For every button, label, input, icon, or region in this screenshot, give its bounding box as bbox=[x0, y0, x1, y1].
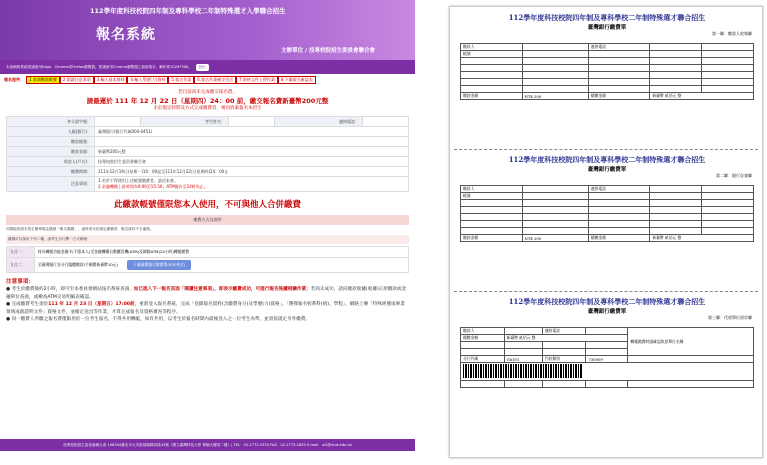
note-highlight: 111 年 12 月 23 日（星期五）17:00前 bbox=[48, 302, 135, 308]
payment-method-heading: 繳費方式及說明 bbox=[6, 215, 409, 225]
slip-phone-label: 連絡電話 bbox=[542, 328, 586, 335]
notes-label: 注意事項： bbox=[7, 177, 95, 192]
slip-title: 112學年度科技校院四年制及專科學校二年制特殊選才聯合招生 bbox=[508, 13, 706, 22]
browser-notice-bar bbox=[0, 60, 415, 74]
note-text: 完成繳費考生須於 bbox=[11, 302, 49, 308]
header-subtitle: 112學年度科技校院四年制及專科學校二年制特殊選才入學聯合招生 bbox=[90, 7, 286, 15]
deadline-line3: 未於規定時間及方式完成繳費者，視同放棄報名本招生 bbox=[153, 106, 262, 111]
slip-code-label: 分行代碼 bbox=[461, 356, 505, 363]
way-label: 方式一： bbox=[7, 247, 35, 258]
way-text: 至臺灣銀行各分行臨櫃繳款(手續費新臺幣10元) bbox=[38, 262, 118, 267]
info-note-1: 1.若於不得使用上述帳號繳費者，請洽本會。 bbox=[98, 178, 178, 183]
browser-notice-text: 本會網路系統建議使用Edge、Chrome或Firefox瀏覽器，建議使用Chrome瀏覽器之最新版本，解析度1024*768。 bbox=[6, 64, 192, 69]
id-label: 身分證字號： bbox=[7, 117, 95, 127]
slip-table bbox=[460, 327, 754, 388]
info-row-label: 收款人(戶名)： bbox=[7, 157, 95, 167]
slip-bank: 臺灣銀行繳費單 bbox=[587, 309, 627, 315]
slip-total-label: 總繳金額 bbox=[588, 93, 650, 100]
info-row-label: 繳款帳號： bbox=[7, 137, 95, 147]
slip-total-value: 新臺幣 貳佰元 整 bbox=[650, 235, 754, 242]
slip-total-value: 新臺幣 貳佰元 整 bbox=[650, 93, 754, 100]
slip-amount-value: NT$ 200 bbox=[522, 93, 588, 100]
note-item: ● 考生於繳費後約2小時，即可至本委員會網站報名系統查詢，如已進入下一報名頁面「閱讀注意事項」，即表示繳費成功，可進行報名後續相關作業；若尚未成功，請向繳款收據(收據)正原繳款或金融單位查詢，或檢查ATM交易明細表確認。 bbox=[6, 287, 407, 300]
account-warning: 此繳款帳號僅限您本人使用，不可與他人合併繳費 bbox=[113, 200, 301, 210]
contact-value bbox=[363, 117, 409, 127]
step-6[interactable]: 6.報名作業確定送出 bbox=[194, 76, 236, 84]
slip-payer-label: 繳款人 bbox=[461, 186, 523, 193]
slip-total-label: 總繳金額 bbox=[588, 235, 650, 242]
payment-ways-table bbox=[6, 246, 409, 273]
cut-line bbox=[454, 291, 758, 292]
step-7[interactable]: 7.資格文件上傳作業 bbox=[236, 76, 278, 84]
info-row-label: 繳款金額： bbox=[7, 147, 95, 157]
info-row-label: 入帳(銀行)： bbox=[7, 127, 95, 137]
barcode bbox=[463, 364, 583, 378]
slip-total-value: 新臺幣 貳佰元 整 bbox=[504, 335, 628, 342]
id-value bbox=[95, 117, 141, 127]
way-text: 持具轉帳功能金融卡(不限本人)至金融機構自動櫃員機(ATM)及網路ATM(24小時)轉帳繳費 bbox=[35, 247, 409, 258]
payment-deadline bbox=[40, 89, 375, 113]
registration-steps bbox=[0, 74, 415, 85]
note-text: 考生於繳費後約2小時，即可至本委員會網站報名系統查詢， bbox=[11, 287, 134, 293]
slip-phone-label: 連絡電話 bbox=[588, 186, 650, 193]
slip-account-label: 帳號 bbox=[461, 193, 523, 200]
deadline-line2: 請最遲於 111 年 12 月 22 日（星期四）24：00 前，繳交報名費新臺幣200元整 bbox=[86, 97, 329, 105]
info-row-value: 臺灣銀行(銀行代碼004-0451) bbox=[95, 127, 409, 137]
note-item: ● 完成繳費考生須於111 年 12 月 23 日（星期五）17:00前，重新登入報名系統，完成「登錄報名資料(含繳費身分)及學歷(力)資格」、「選擇報名校系科(組)、學程」、網路上傳「特殊經歷或專業領域成就證明文件」資格文件，並確定送出等作業，才算完成報名及資格審查等程序。 bbox=[6, 302, 405, 315]
step-3[interactable]: 3.輸入基本資料 bbox=[94, 76, 128, 84]
slip-bank: 臺灣銀行繳費單 bbox=[587, 167, 627, 173]
info-note-2: 2.金融機構上班時間為9:00至15:30；ATM操作至24時為止。 bbox=[98, 184, 208, 189]
slip-amount-label: 繳款金額 bbox=[461, 93, 523, 100]
steps-label: 報名程序： bbox=[4, 76, 24, 82]
slip-payer-label: 繳款人 bbox=[461, 44, 523, 51]
step-5[interactable]: 5.報名作業 bbox=[168, 76, 194, 84]
payment-method-sub: 繳費可以採用下列二種，請考生自行擇一方式辦理： bbox=[6, 235, 409, 244]
important-notes bbox=[6, 279, 409, 323]
contact-label: 連絡電話： bbox=[275, 117, 363, 127]
payment-info-table bbox=[6, 116, 409, 192]
slip-account-label: 帳號 bbox=[461, 51, 523, 58]
name-value bbox=[229, 117, 275, 127]
info-row-value: 新臺幣200元整 bbox=[95, 147, 409, 157]
logout-button[interactable]: 登出 bbox=[196, 64, 209, 71]
step-4[interactable]: 4.輸入學歷(力)資料 bbox=[127, 76, 168, 84]
note-item: ● 同一繳費人所繳之報名費僅限用於一位考生報名，不得共用轉帳，如有共用，以考生於報名時間內最後登入之一位考生為準，並須依規定另外繳費。 bbox=[6, 317, 311, 323]
note-text: ，重新登入報名系統，完成「登錄報名資料(含繳費身分)及學歷(力)資格」、「選擇報名校系科(組)、學程」、網路上傳「特殊經歷或專業領域成就證明文件」資格文件，並確定送出等作業，才算完成報名及資格審查等程序。 bbox=[6, 302, 405, 315]
step-1[interactable]: 1.查詢繳款帳號 bbox=[26, 76, 60, 84]
info-row-value: 技專校院招生委員會聯合會 bbox=[95, 157, 409, 167]
organizer-label: 主辦單位 / 技專校院招生委員會聯合會 bbox=[281, 48, 375, 54]
slip-payer-label: 繳款人 bbox=[461, 328, 505, 335]
slip-phone-label: 連絡電話 bbox=[588, 44, 650, 51]
name-label: 考生姓名： bbox=[141, 117, 229, 127]
slip-copy-2 bbox=[460, 155, 754, 242]
slip-code-value: G6101 bbox=[504, 356, 542, 363]
note-highlight: 如已進入下一報名頁面「閱讀注意事項」，即表示繳費成功，可進行報名後續相關作業； bbox=[133, 287, 311, 293]
page-title: 報名系統 bbox=[96, 27, 156, 43]
deadline-line1: 您目前尚未完成繳交報名費， bbox=[178, 90, 237, 95]
slip-title: 112學年度科技校院四年制及專科學校二年制特殊選才聯合招生 bbox=[508, 297, 706, 306]
slip-amount-value: NT$ 200 bbox=[522, 235, 588, 242]
notes-title: 注意事項： bbox=[6, 279, 34, 285]
slip-collect-label: 代收類別 bbox=[542, 356, 586, 363]
slip-copy-label: 第二聯：銀行存查聯 bbox=[716, 173, 752, 178]
slip-collect-value: 730009 bbox=[586, 356, 628, 363]
step-2[interactable]: 2.閱讀注意事項 bbox=[60, 76, 94, 84]
note-text: 若尚未成功，請向繳款收據(收據)正原繳款或金融單位查詢，或檢查ATM交易明細表確認。 bbox=[6, 287, 407, 300]
payment-slip-preview bbox=[449, 6, 763, 458]
download-slip-button[interactable]: 下載臺灣銀行繳費單(PDF格式) bbox=[127, 260, 191, 270]
cut-line bbox=[454, 149, 758, 150]
info-row-label: 繳費時間： bbox=[7, 167, 95, 177]
slip-fee-note: 轉帳繳費時請確認收款單位名稱 bbox=[628, 328, 754, 356]
slip-copy-3 bbox=[460, 297, 754, 388]
payment-method-desc: 同樣地依照本招生簡章規定繳納「報名繳費」，逾時或未依規定繳費者，報名資料不予處理。 bbox=[6, 227, 154, 231]
way-label: 方式二： bbox=[7, 258, 35, 273]
slip-total-label: 總繳金額 bbox=[461, 335, 505, 342]
info-notes bbox=[95, 177, 409, 192]
step-8[interactable]: 8.下載報名確認表 bbox=[278, 76, 316, 84]
slip-table bbox=[460, 43, 754, 100]
note-text: 同一繳費人所繳之報名費僅限用於一位考生報名，不得共用轉帳，如有共用，以考生於報名時間內最後登入之一位考生為準，並須依規定另外繳費。 bbox=[11, 317, 311, 323]
header-banner bbox=[0, 0, 415, 60]
slip-copy-label: 第三聯：代收單位留存聯 bbox=[708, 315, 752, 320]
slip-title: 112學年度科技校院四年制及專科學校二年制特殊選才聯合招生 bbox=[508, 155, 706, 164]
info-row-value bbox=[95, 137, 409, 147]
slip-table bbox=[460, 185, 754, 242]
info-row-value: 111年12月19日(星期一)10：00起至111年12月22日(星期四)24：00止 bbox=[95, 167, 409, 177]
slip-copy-1 bbox=[460, 13, 754, 100]
slip-barcode-row bbox=[461, 363, 754, 381]
slip-copy-label: 第一聯：繳款人收執聯 bbox=[712, 31, 752, 36]
slip-amount-label: 繳款金額 bbox=[461, 235, 523, 242]
page-footer: 技專校院招生委員會聯合會 106344臺北市大安區基隆路四段43號（國立臺灣科技大學 實驗大樓前二樓）| TEL：02-2772-5333 FAX：02-2773-1655 E-mail：ui2@ntut.edu.tw bbox=[0, 439, 415, 451]
slip-bank: 臺灣銀行繳費單 bbox=[587, 25, 627, 31]
way-row bbox=[35, 258, 409, 273]
